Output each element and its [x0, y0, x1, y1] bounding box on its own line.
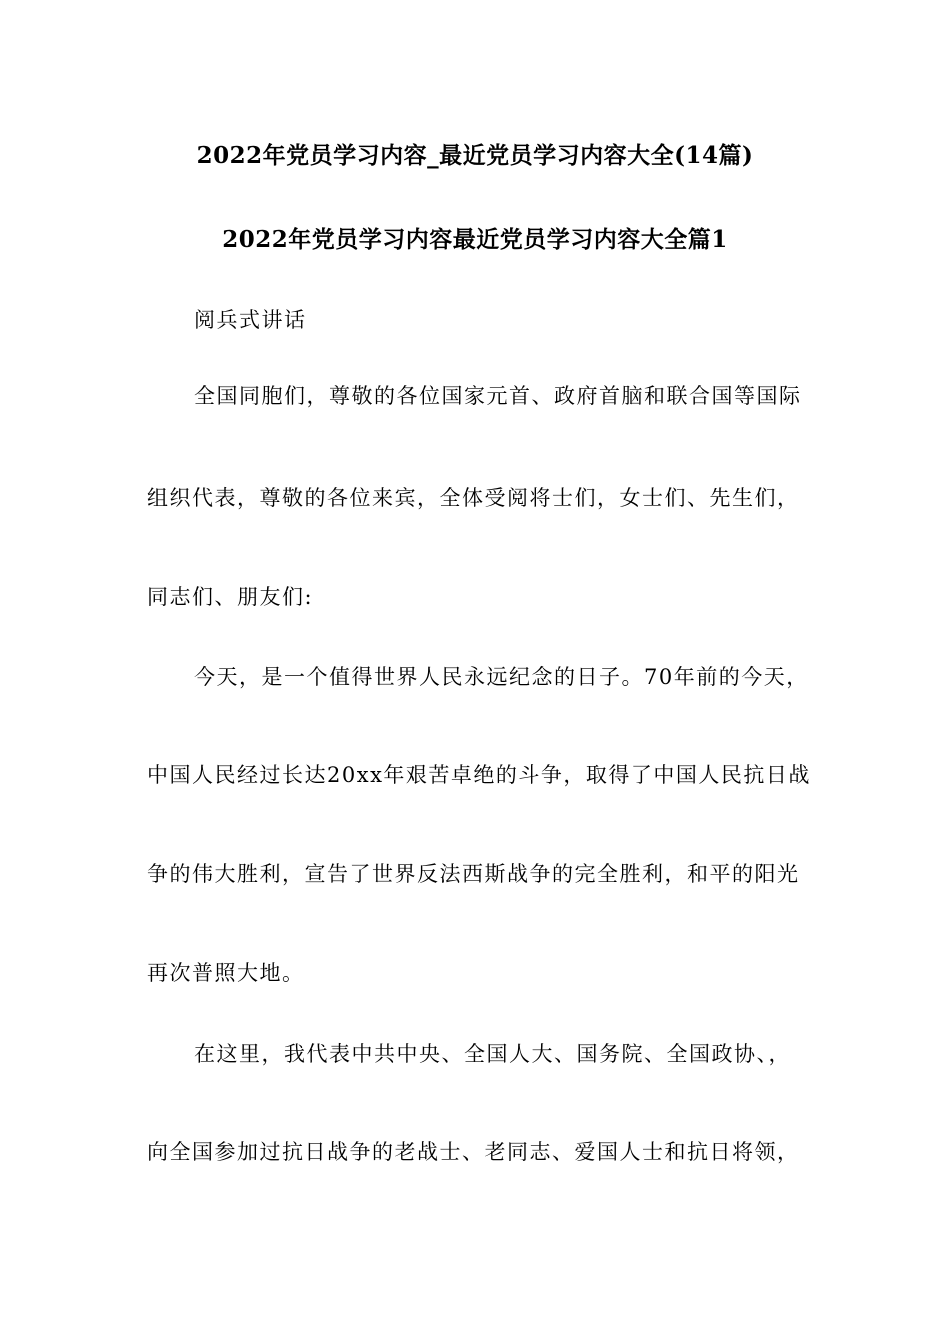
paragraph-line: 全国同胞们，尊敬的各位国家元首、政府首脑和联合国等国际 — [194, 384, 802, 408]
section-heading: 2022年党员学习内容最近党员学习内容大全篇1 — [222, 226, 728, 253]
paragraph-line: 组织代表，尊敬的各位来宾，全体受阅将士们，女士们、先生们， — [147, 486, 800, 510]
paragraph-line: 中国人民经过长达20xx年艰苦卓绝的斗争，取得了中国人民抗日战 — [147, 763, 811, 787]
paragraph-line: 向全国参加过抗日战争的老战士、老同志、爱国人士和抗日将领， — [147, 1140, 800, 1164]
paragraph-line: 在这里，我代表中共中央、全国人大、国务院、全国政协、， — [194, 1042, 791, 1066]
paragraph-line: 同志们、朋友们: — [147, 585, 314, 609]
document-title: 2022年党员学习内容_最近党员学习内容大全(14篇) — [196, 142, 754, 169]
paragraph-line: 阅兵式讲话 — [194, 308, 307, 332]
paragraph-line: 再次普照大地。 — [147, 961, 305, 985]
paragraph-line: 今天，是一个值得世界人民永远纪念的日子。70年前的今天， — [194, 665, 809, 689]
paragraph-line: 争的伟大胜利，宣告了世界反法西斯战争的完全胜利，和平的阳光 — [147, 862, 800, 886]
